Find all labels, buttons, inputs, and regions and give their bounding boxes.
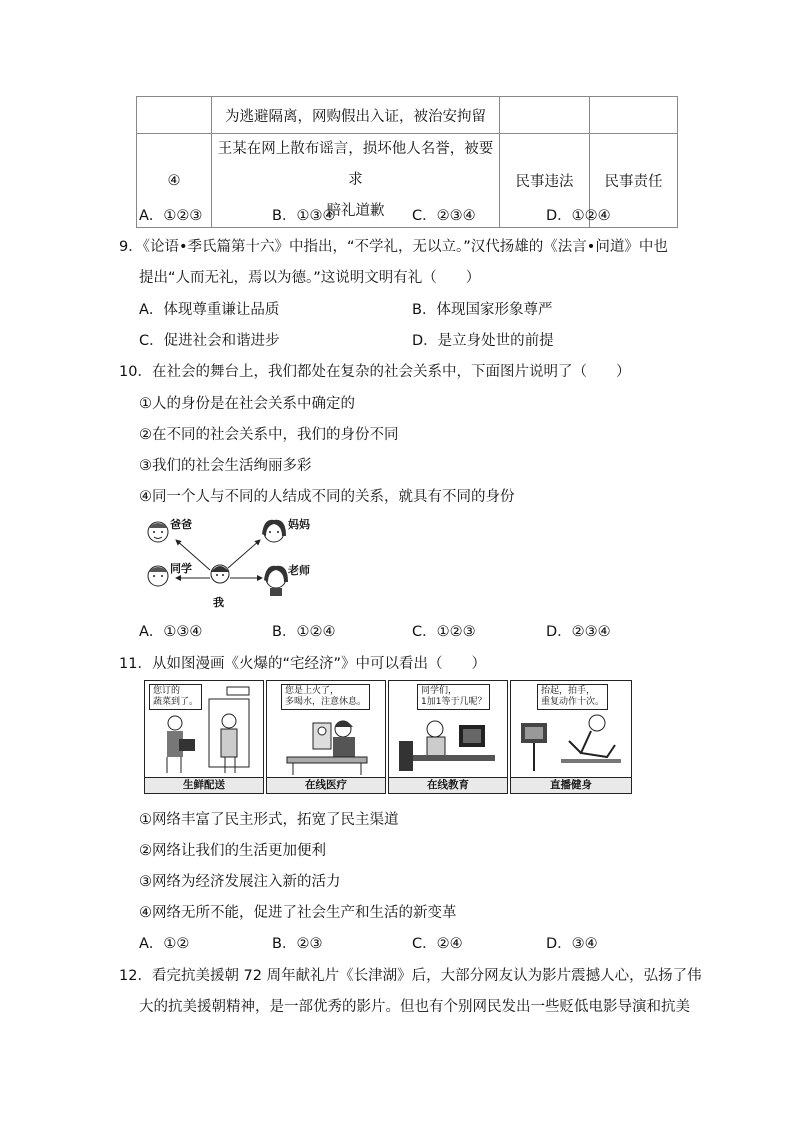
q12-stem-line1: 12．看完抗美援朝 72 周年献礼片《长津湖》后，大部分网友认为影片震撼人心，弘扬了伟 bbox=[119, 968, 702, 984]
online-medical-scene-icon bbox=[267, 681, 385, 777]
q9-stem-line1: 9．《论语•季氏篇第十六》中指出，“不学礼，无以立。”汉代扬雄的《法言•问道》中也 bbox=[119, 239, 668, 255]
relationship-figure bbox=[140, 512, 310, 612]
online-education-scene-icon bbox=[389, 681, 507, 777]
comic-bubble-line: 重复动作十次。 bbox=[541, 697, 605, 707]
figure-label-teacher: 老师 bbox=[288, 564, 310, 577]
comic-caption: 直播健身 bbox=[511, 777, 631, 793]
teacher-face-icon bbox=[264, 566, 288, 596]
comic-bubble-line: 抬起，拍手， bbox=[541, 686, 596, 696]
comic-caption: 在线医疗 bbox=[267, 777, 385, 793]
q9-option-a: A．体现尊重谦让品质 bbox=[139, 302, 280, 318]
q10-option-c: C．①②③ bbox=[412, 624, 476, 640]
comic-panel-1 bbox=[144, 680, 264, 794]
table-cell-resp bbox=[590, 97, 678, 134]
live-fitness-scene-icon bbox=[511, 681, 631, 777]
q9-stem-line2: 提出“人而无礼，焉以为德。”这说明文明有礼（ ） bbox=[139, 270, 481, 286]
comic-caption: 生鲜配送 bbox=[145, 777, 263, 793]
q9-option-b: B．体现国家形象尊严 bbox=[412, 302, 553, 318]
figure-label-dad: 爸爸 bbox=[170, 518, 192, 531]
relationship-arrows bbox=[140, 512, 310, 612]
table-cell-desc-line2: 赔礼道歉 bbox=[326, 203, 385, 219]
comic-bubble-line: 您订的 bbox=[153, 686, 181, 696]
q11-statement-3: ③网络为经济发展注入新的活力 bbox=[139, 874, 341, 890]
figure-label-me: 我 bbox=[213, 596, 224, 609]
comic-panel-3 bbox=[388, 680, 508, 794]
q10-option-b: B．①②④ bbox=[272, 624, 336, 640]
q8-option-d: D．①②④ bbox=[546, 208, 611, 224]
comic-bubble-line: 1加1等于几呢？ bbox=[421, 697, 487, 707]
me-face-icon bbox=[211, 565, 229, 583]
q8-option-c: C．②③④ bbox=[412, 208, 476, 224]
delivery-scene-icon bbox=[145, 681, 263, 777]
dad-face-icon bbox=[148, 522, 168, 542]
comic-bubble-line: 蔬菜到了。 bbox=[153, 697, 199, 707]
q11-option-d: D．③④ bbox=[546, 936, 598, 952]
table-cell-desc: 为逃避隔离，网购假出入证，被治安拘留 bbox=[212, 97, 500, 134]
table-cell-num: ④ bbox=[137, 134, 212, 228]
comic-strip bbox=[144, 680, 634, 794]
q9-option-d: D．是立身处世的前提 bbox=[412, 333, 554, 349]
table-cell-num bbox=[137, 97, 212, 134]
q12-stem-line2: 大的抗美援朝精神，是一部优秀的影片。但也有个别网民发出一些贬低电影导演和抗美 bbox=[139, 999, 690, 1015]
q11-statement-2: ②网络让我们的生活更加便利 bbox=[139, 843, 326, 859]
q11-statement-4: ④网络无所不能，促进了社会生产和生活的新变革 bbox=[139, 905, 457, 921]
q10-statement-1: ①人的身份是在社会关系中确定的 bbox=[139, 396, 355, 412]
q11-stem: 11．从如图漫画《火爆的“宅经济”》中可以看出（ ） bbox=[119, 656, 486, 672]
q10-statement-3: ③我们的社会生活绚丽多彩 bbox=[139, 458, 312, 474]
table-cell-type: 民事违法 bbox=[500, 134, 590, 228]
q10-statement-2: ②在不同的社会关系中，我们的身份不同 bbox=[139, 427, 399, 443]
q11-statement-1: ①网络丰富了民主形式，拓宽了民主渠道 bbox=[139, 812, 399, 828]
figure-label-classmate: 同学 bbox=[170, 562, 192, 575]
q8-option-b: B．①③④ bbox=[272, 208, 336, 224]
figure-label-mom: 妈妈 bbox=[288, 518, 310, 531]
q11-option-a: A．①② bbox=[139, 936, 190, 952]
q10-option-d: D．②③④ bbox=[546, 624, 611, 640]
comic-bubble-line: 同学们， bbox=[421, 686, 458, 696]
q11-option-b: B．②③ bbox=[272, 936, 323, 952]
q9-option-c: C．促进社会和谐进步 bbox=[139, 333, 280, 349]
mom-face-icon bbox=[262, 520, 286, 542]
comic-bubble-line: 您是上火了， bbox=[285, 686, 340, 696]
q11-option-c: C．②④ bbox=[412, 936, 463, 952]
classmate-face-icon bbox=[148, 566, 168, 586]
q10-stem: 10．在社会的舞台上，我们都处在复杂的社会关系中，下面图片说明了（ ） bbox=[119, 364, 631, 380]
table-row bbox=[137, 97, 678, 134]
comic-panel-4 bbox=[510, 680, 632, 794]
table-cell-type bbox=[500, 97, 590, 134]
table-cell-resp: 民事责任 bbox=[590, 134, 678, 228]
comic-panel-2 bbox=[266, 680, 386, 794]
q10-statement-4: ④同一个人与不同的人结成不同的关系，就具有不同的身份 bbox=[139, 489, 515, 505]
comic-bubble-line: 多喝水，注意休息。 bbox=[285, 697, 367, 707]
comic-caption: 在线教育 bbox=[389, 777, 507, 793]
q8-option-a: A．①②③ bbox=[139, 208, 203, 224]
q10-option-a: A．①③④ bbox=[139, 624, 203, 640]
table-cell-desc-line1: 王某在网上散布谣言，损坏他人名誉，被要求 bbox=[217, 141, 494, 188]
